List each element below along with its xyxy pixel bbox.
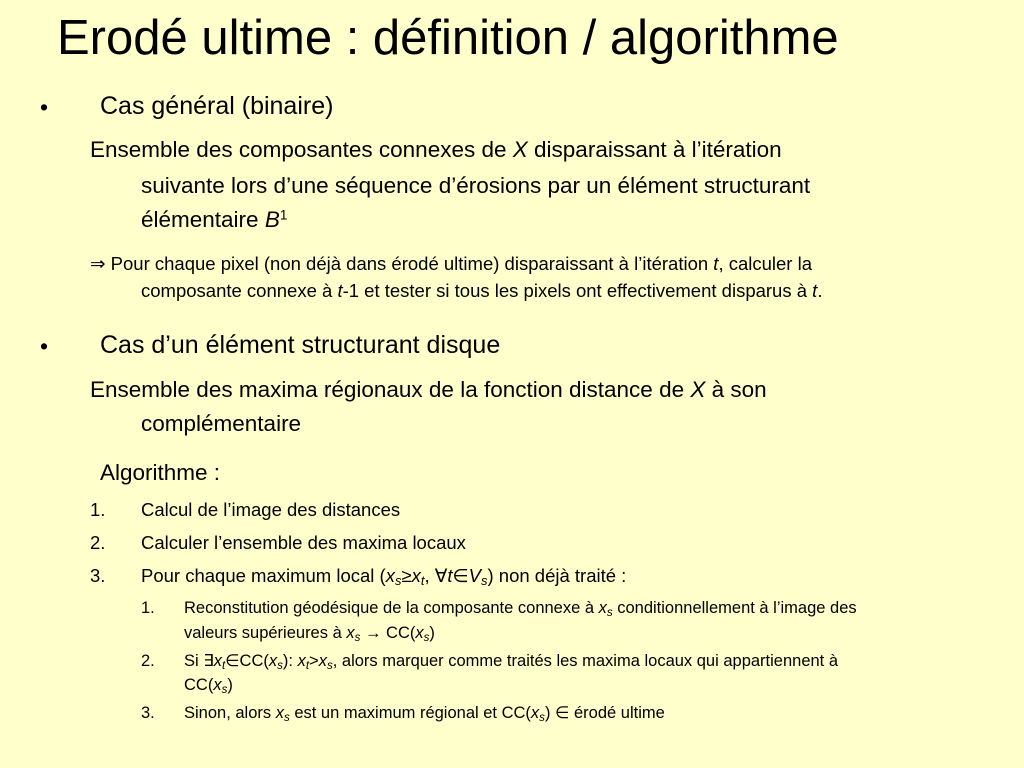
algorithm-heading: Algorithme : bbox=[100, 460, 221, 485]
substep-number: 1. bbox=[141, 599, 155, 617]
substep-2-line2: $CC(x_s)$ bbox=[184, 676, 233, 696]
section1-note-line1: ⇒ Pour chaque pixel (non déjà dans érodé ultime) disparaissant à l’itération t, calculer la bbox=[90, 253, 813, 274]
section1-heading: Cas général (binaire) bbox=[100, 92, 334, 120]
section2-definition-line1: Ensemble des maxima régionaux de la fonction distance de X à son bbox=[90, 377, 767, 402]
section2-heading: Cas d’un élément structurant disque bbox=[100, 331, 501, 359]
section2-definition-line2: complémentaire bbox=[141, 411, 302, 436]
section1-definition-line2: suivante lors d’une séquence d’érosions par un élément structurant bbox=[141, 173, 811, 198]
substep-3-line1: Sinon, alors $x_s$ est un maximum régional et $CC(x_s)$ ∈ érodé ultime bbox=[184, 704, 665, 724]
substep-1-line2: valeurs supérieures à $x_s \to CC(x_s)$ bbox=[184, 624, 435, 644]
step-number: 2. bbox=[90, 532, 106, 553]
section1-definition-line1: Ensemble des composantes connexes de X disparaissant à l’itération bbox=[90, 137, 782, 162]
substep-2-line1: Si $\exists x_t\in CC(x_s)$: $x_t>x_s$, alors marquer comme traités les maxima locaux qui appartiennent à bbox=[184, 652, 839, 672]
substep-1-line1: Reconstitution géodésique de la composante connexe à $x_s$ conditionnellement à l’image des bbox=[184, 599, 857, 619]
section1-note-line2: composante connexe à t-1 et tester si tous les pixels ont effectivement disparus à t. bbox=[141, 280, 823, 301]
slide-title: Erodé ultime : définition / algorithme bbox=[57, 11, 839, 65]
step-text: Calculer l’ensemble des maxima locaux bbox=[141, 532, 466, 553]
step-text: Pour chaque maximum local ($x_s\ge x_t$, $\forall t\in V_s$) non déjà traité : bbox=[141, 565, 627, 589]
bullet-2: • bbox=[40, 333, 49, 359]
step-text: Calcul de l’image des distances bbox=[141, 499, 401, 520]
step-number: 1. bbox=[90, 499, 106, 520]
step-number: 3. bbox=[90, 565, 106, 586]
section1-definition-line3: élémentaire $B^1$ bbox=[141, 207, 288, 232]
bullet-1: • bbox=[40, 94, 49, 120]
implies-icon: ⇒ bbox=[90, 253, 106, 274]
substep-number: 2. bbox=[141, 652, 155, 670]
substep-number: 3. bbox=[141, 704, 155, 722]
